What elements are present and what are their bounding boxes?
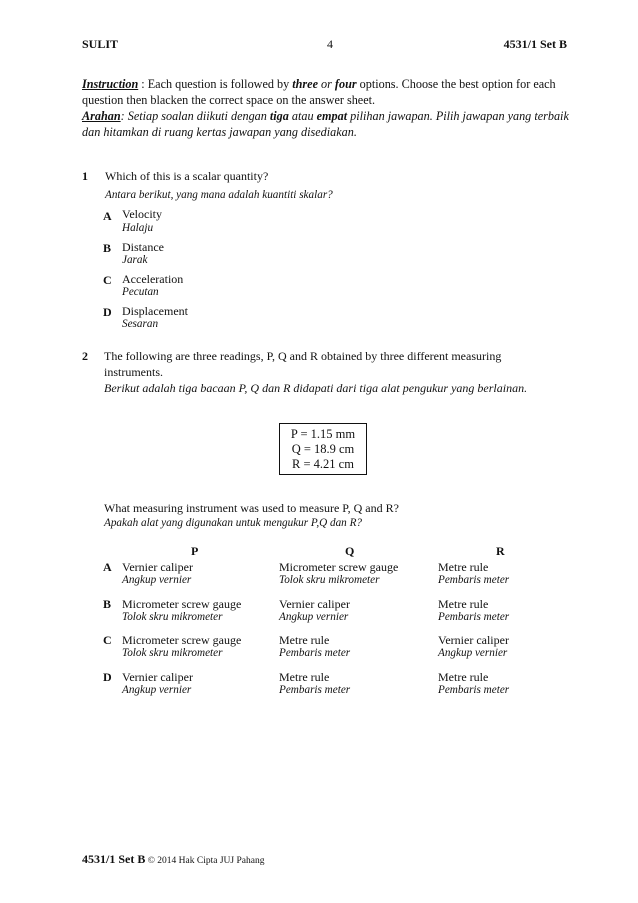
q2-text-en-2: instruments. <box>104 365 163 379</box>
q1-option-b-en: Distance <box>122 240 164 254</box>
arahan-empat: empat <box>316 109 348 123</box>
q1-text-ms: Antara berikut, yang mana adalah kuantiti skalar? <box>105 189 333 201</box>
q2-option-b-r-ms: Pembaris meter <box>438 611 510 623</box>
instruction-text-2: options. Choose the best option for each question then blacken the correct space on the answer sheet. <box>82 77 556 107</box>
q2-option-a-q-ms: Tolok skru mikrometer <box>279 574 380 586</box>
instruction-four: four <box>334 77 357 91</box>
q1-option-c-letter: C <box>103 273 112 287</box>
q2-option-d-letter: D <box>103 670 112 684</box>
q2-option-c-p-en: Micrometer screw gauge <box>122 633 242 647</box>
q1-number: 1 <box>82 169 88 183</box>
q2-option-d-q-ms: Pembaris meter <box>279 684 351 696</box>
q1-option-a-letter: A <box>103 209 112 223</box>
q2-number: 2 <box>82 349 88 363</box>
q2-option-d-r-en: Metre rule <box>438 670 489 684</box>
instruction-text: : Each question is followed by <box>138 77 293 91</box>
q1-option-d-en: Displacement <box>122 304 188 318</box>
q2-option-d-p-ms: Angkup vernier <box>122 684 192 696</box>
footer-code: 4531/1 Set B <box>82 852 146 866</box>
q2-option-d-q-en: Metre rule <box>279 670 330 684</box>
q2-option-c-p-ms: Tolok skru mikrometer <box>122 647 223 659</box>
column-header-q: Q <box>345 544 355 558</box>
q2-option-c-r-en: Vernier caliper <box>438 633 509 647</box>
reading-p: P = 1.15 mm <box>290 427 356 441</box>
reading-q: Q = 18.9 cm <box>291 442 355 456</box>
instruction-label: Instruction <box>82 77 139 91</box>
column-header-r: R <box>496 544 505 558</box>
q2-option-c-letter: C <box>103 633 112 647</box>
q2-option-a-letter: A <box>103 560 112 574</box>
q2-text-ms: Berikut adalah tiga bacaan P, Q dan R didapati dari tiga alat pengukur yang berlainan. <box>104 381 528 395</box>
q2-sub-en: What measuring instrument was used to measure P, Q and R? <box>104 501 399 515</box>
footer-copyright: © 2014 Hak Cipta JUJ Pahang <box>145 856 265 866</box>
arahan-text-2: pilihan jawapan. Pilih jawapan yang terbaik dan hitamkan di ruang kertas jawapan yang disediakan. <box>82 109 569 139</box>
q2-option-a-p-ms: Angkup vernier <box>122 574 192 586</box>
readings-box <box>279 423 367 475</box>
q1-option-c-ms: Pecutan <box>122 286 159 298</box>
q1-option-c-en: Acceleration <box>122 272 184 286</box>
instruction-or: or <box>317 77 335 91</box>
footer <box>82 852 264 867</box>
q2-option-c-r-ms: Angkup vernier <box>438 647 508 659</box>
q1-option-a-ms: Halaju <box>122 222 154 234</box>
q1-option-a-en: Velocity <box>122 207 162 221</box>
q2-option-c-q-en: Metre rule <box>279 633 330 647</box>
q2-option-a-p-en: Vernier caliper <box>122 560 193 574</box>
column-header-p: P <box>191 544 199 558</box>
q1-option-b-ms: Jarak <box>122 254 148 266</box>
q1-option-d-ms: Sesaran <box>122 318 159 330</box>
arahan-tiga: tiga <box>269 109 289 123</box>
q1-option-d-letter: D <box>103 305 112 319</box>
instruction-three: three <box>292 77 318 91</box>
header-right: 4531/1 Set B <box>503 37 567 51</box>
q1-option-b-letter: B <box>103 241 112 255</box>
q2-option-b-p-en: Micrometer screw gauge <box>122 597 242 611</box>
q1-text-en: Which of this is a scalar quantity? <box>105 169 269 183</box>
q2-option-b-p-ms: Tolok skru mikrometer <box>122 611 223 623</box>
q2-option-b-letter: B <box>103 597 112 611</box>
q2-option-b-q-en: Vernier caliper <box>279 597 350 611</box>
reading-r: R = 4.21 cm <box>292 457 354 471</box>
instruction-block <box>82 76 572 140</box>
header-left: SULIT <box>82 37 119 51</box>
arahan-text: : Setiap soalan diikuti dengan <box>120 109 270 123</box>
q2-option-c-q-ms: Pembaris meter <box>279 647 351 659</box>
q2-option-a-r-ms: Pembaris meter <box>438 574 510 586</box>
q2-sub-ms: Apakah alat yang digunakan untuk mengukur P,Q dan R? <box>104 517 362 529</box>
q2-option-d-p-en: Vernier caliper <box>122 670 193 684</box>
q2-text-en-1: The following are three readings, P, Q and R obtained by three different measuring <box>104 349 502 363</box>
arahan-atau: atau <box>288 109 317 123</box>
q2-option-a-q-en: Micrometer screw gauge <box>279 560 399 574</box>
q2-option-a-r-en: Metre rule <box>438 560 489 574</box>
arahan-label: Arahan <box>82 109 121 123</box>
q2-option-b-q-ms: Angkup vernier <box>279 611 349 623</box>
page-number: 4 <box>327 37 333 51</box>
q2-option-d-r-ms: Pembaris meter <box>438 684 510 696</box>
q2-option-b-r-en: Metre rule <box>438 597 489 611</box>
